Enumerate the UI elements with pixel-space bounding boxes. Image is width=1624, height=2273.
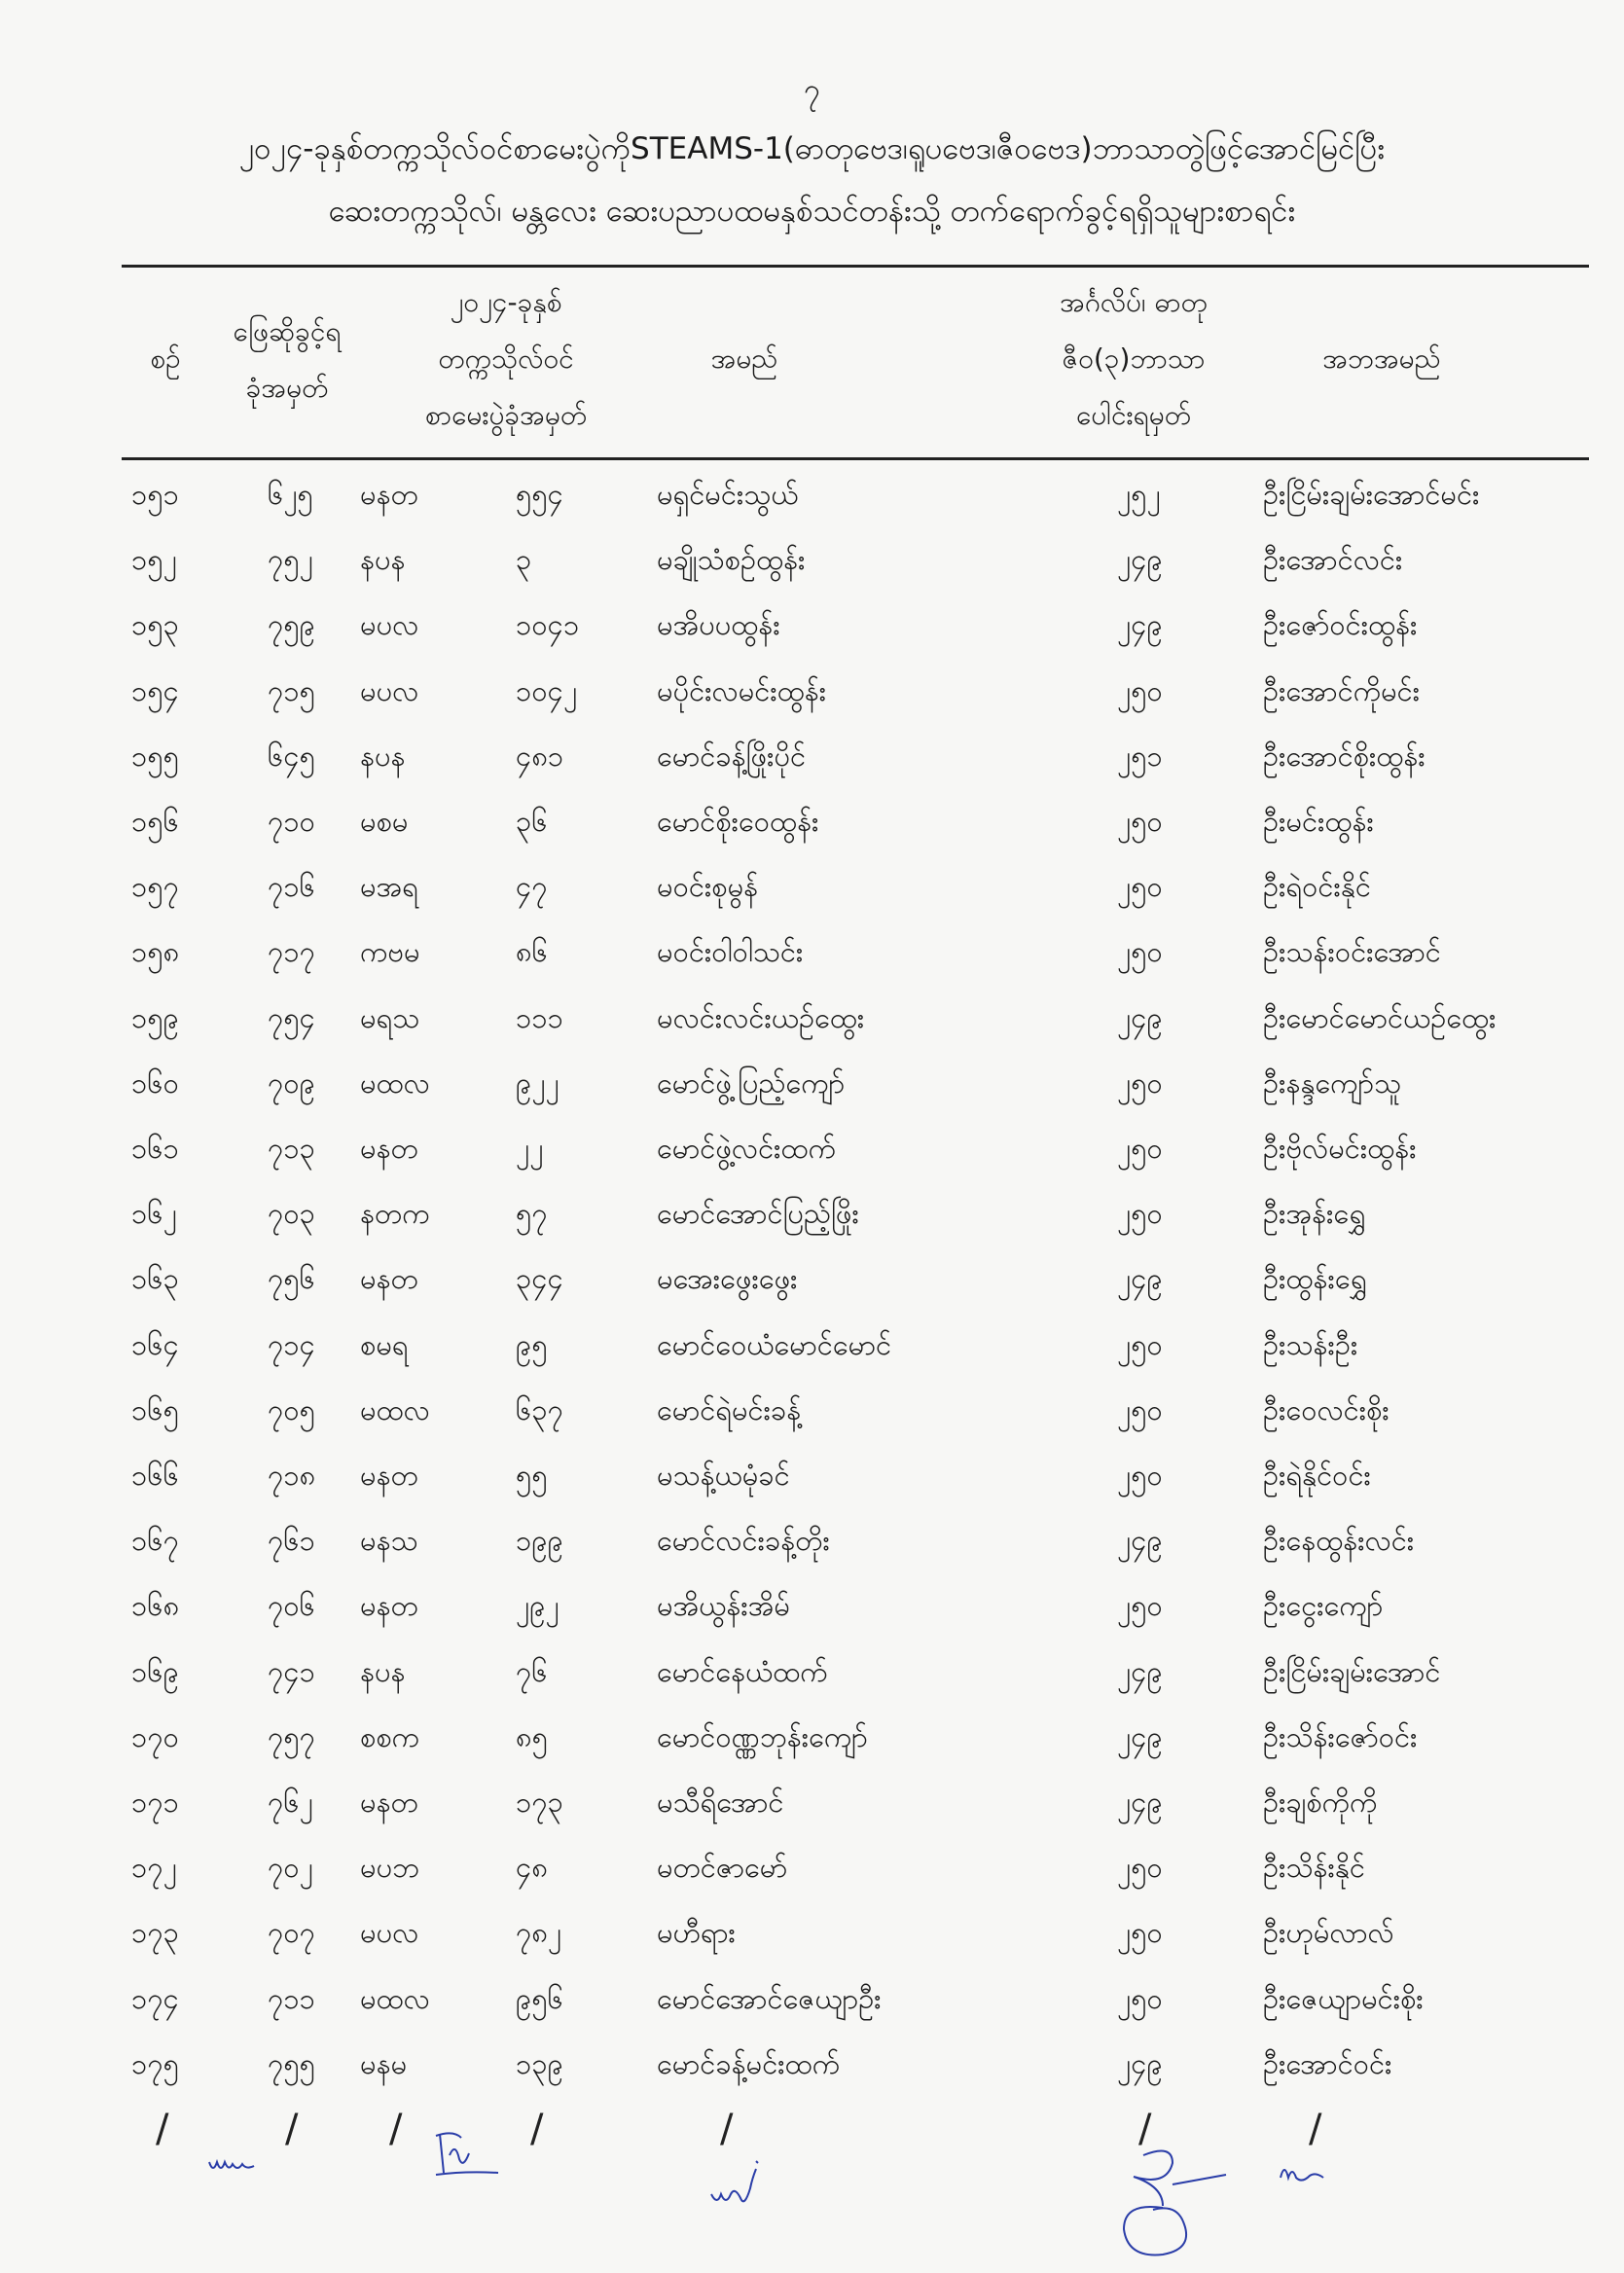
cell-roll: ၇၁၆: [268, 870, 315, 904]
cell-roll: ၇၁၇: [268, 935, 315, 969]
cell-father: ဦးထွန်းရွှေ: [1263, 1262, 1367, 1296]
header-marks-line3: ပေါင်းရမှတ်: [1076, 399, 1191, 431]
table-row: [0, 1184, 1624, 1249]
header-exam: [375, 274, 637, 444]
cell-mark: ၂၅၀: [1117, 673, 1163, 707]
cell-exam: ၄၈: [516, 1851, 548, 1885]
cell-father: ဦးဟုမ်လာလ်: [1263, 1916, 1394, 1950]
cell-father: ဦးမောင်မောင်ယဉ်ထွေး: [1263, 1000, 1497, 1034]
cell-no: ၁၅၉: [131, 1000, 179, 1034]
table-row: [0, 1381, 1624, 1446]
cell-no: ၁၅၄: [131, 673, 179, 707]
signature-slash: /: [720, 2107, 734, 2151]
page-number: ၇: [804, 73, 820, 107]
cell-mark: ၂၅၀: [1117, 870, 1163, 904]
initial-signature-5: [1275, 2158, 1333, 2187]
cell-mark: ၂၄၉: [1117, 1719, 1163, 1753]
cell-code: မပလ: [360, 673, 419, 707]
cell-code: မရသ: [360, 1000, 420, 1034]
cell-code: မထလ: [360, 1065, 430, 1100]
cell-father: ဦးသိန်းနိုင်: [1263, 1851, 1365, 1885]
cell-mark: ၂၄၉: [1117, 1000, 1163, 1034]
table-row: [0, 2035, 1624, 2100]
cell-exam: ၃၆: [516, 805, 548, 838]
table-row: [0, 1054, 1624, 1119]
cell-name: မောင်နေယံထက်: [657, 1654, 828, 1688]
cell-father: ဦးရဲနိုင်ဝင်း: [1263, 1459, 1371, 1492]
table-row: [0, 922, 1624, 988]
cell-father: ဦးငြိမ်းချမ်းအောင်မင်း: [1263, 478, 1480, 511]
header-exam-line3: စာမေးပွဲခုံအမှတ်: [424, 399, 588, 431]
cell-father: ဦးအောင်လင်း: [1263, 543, 1403, 577]
cell-father: ဦးဇေယျာမင်းစိုး: [1263, 1981, 1424, 2015]
cell-roll: ၇၀၂: [268, 1851, 313, 1885]
table-row: [0, 1119, 1624, 1184]
table-row: [0, 1969, 1624, 2035]
cell-name: မောင်ဝေယံမောင်မောင်: [657, 1327, 892, 1361]
cell-father: ဦးချစ်ကိုကို: [1263, 1786, 1378, 1819]
header-name: [681, 331, 808, 387]
cell-exam: ၈၅: [516, 1719, 548, 1753]
cell-father: ဦးဝေလင်းစိုး: [1263, 1392, 1389, 1426]
cell-name: မောင်အောင်ဇေယျာဦး: [657, 1981, 882, 2015]
header-marks-line1: အင်္ဂလိပ်၊ ဓာတု: [1060, 286, 1208, 318]
cell-mark: ၂၅၀: [1117, 1197, 1163, 1231]
cell-code: မနတ: [360, 1589, 418, 1623]
cell-no: ၁၆၈: [131, 1589, 180, 1623]
cell-no: ၁၅၈: [131, 935, 180, 969]
cell-mark: ၂၅၁: [1117, 739, 1163, 773]
cell-father: ဦးသိန်းဇော်ဝင်း: [1263, 1719, 1418, 1753]
signature-slash: /: [285, 2107, 299, 2151]
cell-exam: ၁၀၄၁: [516, 608, 580, 642]
cell-exam: ၁၁၁: [516, 1000, 563, 1034]
cell-code: မစမ: [360, 805, 409, 838]
cell-father: ဦးသန်းဦး: [1263, 1327, 1358, 1361]
cell-mark: ၂၄၉: [1117, 1524, 1163, 1558]
cell-mark: ၂၅၀: [1117, 1392, 1163, 1426]
cell-mark: ၂၅၀: [1117, 805, 1163, 838]
table-row: [0, 1838, 1624, 1903]
cell-exam: ၉၂၂: [516, 1065, 559, 1100]
cell-father: ဦးရဲဝင်းနိုင်: [1263, 870, 1371, 904]
cell-mark: ၂၄၉: [1117, 1262, 1163, 1296]
cell-exam: ၂၉၂: [516, 1589, 559, 1623]
cell-name: မဟီရား: [657, 1916, 736, 1950]
cell-roll: ၇၅၆: [268, 1262, 315, 1296]
cell-name: မောင်လင်းခန့်တိုး: [657, 1524, 830, 1558]
cell-code: မပလ: [360, 1916, 419, 1950]
cell-name: မောင်ရဲမင်းခန့်: [657, 1392, 802, 1426]
signature-slash: /: [530, 2107, 544, 2151]
cell-roll: ၇၅၄: [268, 1000, 315, 1034]
cell-no: ၁၅၆: [131, 805, 179, 838]
cell-no: ၁၆၁: [131, 1132, 179, 1165]
cell-code: စမရ: [360, 1327, 409, 1361]
cell-no: ၁၆၄: [131, 1327, 179, 1361]
initial-signature-3: [705, 2155, 774, 2214]
cell-no: ၁၇၄: [131, 1981, 179, 2015]
cell-father: ဦးနန္ဒကျော်သူ: [1263, 1065, 1402, 1100]
cell-name: မောင်အောင်ပြည့်ဖြိုး: [657, 1197, 859, 1231]
cell-roll: ၇၁၈: [268, 1459, 316, 1492]
cell-mark: ၂၄၉: [1117, 608, 1163, 642]
cell-name: မချိုသံစဉ်ထွန်း: [657, 543, 806, 577]
cell-father: ဦးမင်းထွန်း: [1263, 805, 1374, 838]
cell-exam: ၁၃၉: [516, 2046, 563, 2080]
signature-slash: /: [389, 2107, 403, 2151]
signature-slash: /: [156, 2107, 169, 2151]
cell-name: မအေးဖွေးဖွေး: [657, 1262, 798, 1296]
cell-exam: ၅၇: [516, 1197, 548, 1231]
cell-code: နပန: [360, 543, 406, 577]
cell-father: ဦးသန်းဝင်းအောင်: [1263, 935, 1441, 969]
cell-exam: ၂၂: [516, 1132, 544, 1165]
cell-exam: ၃: [516, 543, 532, 577]
cell-exam: ၁၀၄၂: [516, 673, 578, 707]
header-father-label: အဘအမည်: [1322, 343, 1441, 375]
table-top-rule: [122, 265, 1589, 268]
cell-no: ၁၇၀: [131, 1719, 179, 1753]
cell-father: ဦးအောင်ကိုမင်း: [1263, 673, 1421, 707]
cell-roll: ၇၅၅: [268, 2046, 315, 2080]
table-row: [0, 1249, 1624, 1315]
cell-roll: ၇၅၂: [268, 543, 313, 577]
cell-code: မနမ: [360, 2046, 408, 2080]
cell-name: မအိပပထွန်း: [657, 608, 780, 642]
cell-roll: ၇၁၄: [268, 1327, 315, 1361]
cell-roll: ၇၀၆: [268, 1589, 315, 1623]
cell-no: ၁၅၅: [131, 739, 179, 773]
signature-slash: /: [1138, 2107, 1152, 2151]
table-row: [0, 530, 1624, 595]
cell-roll: ၇၅၉: [268, 608, 315, 642]
signature-slash: /: [1309, 2107, 1322, 2151]
cell-code: မနသ: [360, 1524, 418, 1558]
cell-exam: ၃၄၄: [516, 1262, 563, 1296]
cell-no: ၁၆၉: [131, 1654, 179, 1688]
cell-father: ဦးဗိုလ်မင်းထွန်း: [1263, 1132, 1417, 1165]
table-header-rule: [122, 457, 1589, 460]
cell-no: ၁၆၅: [131, 1392, 179, 1426]
cell-code: မနတ: [360, 1262, 418, 1296]
cell-roll: ၇၄၁: [268, 1654, 315, 1688]
cell-roll: ၆၄၅: [268, 739, 315, 773]
cell-code: မပဘ: [360, 1851, 420, 1885]
cell-father: ဦးနေထွန်းလင်း: [1263, 1524, 1415, 1558]
header-marks: [1012, 274, 1255, 444]
cell-name: မောင်ခန့်မင်းထက်: [657, 2046, 841, 2080]
table-row: [0, 1316, 1624, 1381]
cell-no: ၁၅၃: [131, 608, 179, 642]
cell-name: မဝင်းစုမွန်: [657, 870, 759, 904]
cell-no: ၁၇၅: [131, 2046, 179, 2080]
cell-mark: ၂၅၂: [1117, 478, 1161, 511]
cell-name: မလင်းလင်းယဉ်ထွေး: [657, 1000, 865, 1034]
cell-name: မောင်ဖွဲ့လင်းထက်: [657, 1132, 836, 1165]
initial-signature-2: [428, 2126, 506, 2184]
cell-mark: ၂၄၉: [1117, 1654, 1163, 1688]
cell-mark: ၂၅၀: [1117, 1327, 1163, 1361]
cell-roll: ၇၆၂: [268, 1786, 313, 1819]
cell-exam: ၅၅: [516, 1459, 548, 1492]
cell-father: ဦးငွေးကျော်: [1263, 1589, 1384, 1623]
cell-no: ၁၆၃: [131, 1262, 179, 1296]
table-row: [0, 1708, 1624, 1773]
header-exam-line2: တက္ကသိုလ်ဝင်: [438, 343, 574, 375]
cell-mark: ၂၅၀: [1117, 1981, 1163, 2015]
cell-father: ဦးငြိမ်းချမ်းအောင်: [1263, 1654, 1441, 1688]
table-row: [0, 727, 1624, 792]
document-title-line-2: ဆေးတက္ကသိုလ်၊ မန္တလေး ဆေးပညာပထမနှစ်သင်တန်းသို့ တက်ရောက်ခွင့်ရရှိသူများစာရင်း: [328, 194, 1296, 229]
cell-name: မောင်စိုးဝေထွန်း: [657, 805, 819, 838]
table-row: [0, 989, 1624, 1054]
header-roll-line1: ဖြေဆိုခွင့်ရ: [233, 315, 342, 347]
cell-roll: ၇၀၉: [268, 1065, 315, 1100]
header-name-label: အမည်: [710, 343, 778, 375]
cell-father: ဦးအုန်းရွှေ: [1263, 1197, 1366, 1231]
cell-mark: ၂၅၀: [1117, 1065, 1163, 1100]
cell-name: မဝင်းဝါဝါသင်း: [657, 935, 804, 969]
cell-code: မနတ: [360, 1786, 418, 1819]
header-serial-label: စဉ်: [150, 343, 181, 375]
header-serial: [136, 331, 195, 387]
cell-mark: ၂၅၀: [1117, 1459, 1163, 1492]
cell-exam: ၆၃၇: [516, 1392, 563, 1426]
document-title-line-1: ၂၀၂၄-ခုနှစ်တက္ကသိုလ်ဝင်စာမေးပွဲကိုSTEAMS-1(ဓာတုဗေဒ၊ရူပဗေဒ၊ဇီဝဗေဒ)ဘာသာတွဲဖြင့်အောင်မြင်ပြီး: [238, 131, 1386, 166]
initial-signature-1: [204, 2150, 263, 2180]
cell-father: ဦးအောင်ဝင်း: [1263, 2046, 1392, 2080]
cell-mark: ၂၄၉: [1117, 2046, 1163, 2080]
cell-name: မသီရိအောင်: [657, 1786, 784, 1819]
cell-code: မထလ: [360, 1981, 430, 2015]
header-roll-line2: ခုံအမှတ်: [245, 372, 329, 404]
cell-roll: ၇၀၃: [268, 1197, 315, 1231]
table-row: [0, 1903, 1624, 1968]
cell-mark: ၂၅၀: [1117, 935, 1163, 969]
cell-code: စစက: [360, 1719, 420, 1753]
cell-code: မအရ: [360, 870, 418, 904]
cell-roll: ၆၂၅: [268, 478, 313, 511]
header-roll: [214, 304, 360, 416]
cell-exam: ၄၇: [516, 870, 548, 904]
table-row: [0, 1446, 1624, 1511]
table-row: [0, 465, 1624, 530]
cell-no: ၁၅၂: [131, 543, 177, 577]
cell-name: မပိုင်းလမင်းထွန်း: [657, 673, 827, 707]
cell-name: မောင်ဝဏ္ဏဘုန်းကျော်: [657, 1719, 868, 1753]
cell-code: မနတ: [360, 478, 418, 511]
cell-roll: ၇၆၁: [268, 1524, 315, 1558]
cell-father: ဦးဇော်ဝင်းထွန်း: [1263, 608, 1418, 642]
cell-name: မသန့်ယမုံခင်: [657, 1459, 790, 1492]
cell-mark: ၂၅၀: [1117, 1916, 1163, 1950]
cell-name: မအိယွန်းအိမ်: [657, 1589, 790, 1623]
cell-name: မောင်ဖွဲ့ပြည့်ကျော်: [657, 1065, 846, 1100]
cell-exam: ၇၆: [516, 1654, 548, 1688]
header-exam-line1: ၂၀၂၄-ခုနှစ်: [450, 286, 562, 318]
table-row: [0, 1773, 1624, 1838]
header-marks-line2: ဇီဝ(၃)ဘာသာ: [1062, 343, 1206, 375]
cell-name: မောင်ခန့်ဖြိုးပိုင်: [657, 739, 807, 773]
cell-roll: ၇၁၅: [268, 673, 315, 707]
cell-no: ၁၆၂: [131, 1197, 177, 1231]
cell-roll: ၇၁၃: [268, 1132, 315, 1165]
cell-code: မနတ: [360, 1132, 418, 1165]
cell-no: ၁၅၇: [131, 870, 179, 904]
table-row: [0, 857, 1624, 922]
cell-exam: ၉၅: [516, 1327, 548, 1361]
cell-code: နတက: [360, 1197, 430, 1231]
cell-roll: ၇၅၇: [268, 1719, 315, 1753]
cell-mark: ၂၄၉: [1117, 543, 1163, 577]
cell-roll: ၇၁၀: [268, 805, 315, 838]
cell-mark: ၂၅၀: [1117, 1132, 1163, 1165]
cell-name: မတင်ဇာမော်: [657, 1851, 788, 1885]
cell-roll: ၇၁၁: [268, 1981, 315, 2015]
cell-no: ၁၇၃: [131, 1916, 179, 1950]
cell-no: ၁၆၇: [131, 1524, 179, 1558]
cell-code: နပန: [360, 1654, 406, 1688]
cell-exam: ၁၇၃: [516, 1786, 563, 1819]
table-row: [0, 1642, 1624, 1708]
cell-code: နပန: [360, 739, 406, 773]
cell-exam: ၅၅၄: [516, 478, 563, 511]
cell-roll: ၇၀၇: [268, 1916, 315, 1950]
cell-exam: ၈၆: [516, 935, 548, 969]
cell-no: ၁၆၆: [131, 1459, 179, 1492]
cell-no: ၁၇၁: [131, 1786, 179, 1819]
cell-no: ၁၅၁: [131, 478, 179, 511]
table-row: [0, 1511, 1624, 1576]
cell-code: မပလ: [360, 608, 419, 642]
cell-exam: ၇၈၂: [516, 1916, 562, 1950]
cell-exam: ၄၈၁: [516, 739, 564, 773]
cell-mark: ၂၄၉: [1117, 1786, 1163, 1819]
cell-exam: ၁၉၉: [516, 1524, 563, 1558]
cell-name: မရှင်မင်းသွယ်: [657, 478, 799, 511]
header-father-name: [1284, 331, 1479, 387]
cell-father: ဦးအောင်စိုးထွန်း: [1263, 739, 1426, 773]
cell-code: ကဗမ: [360, 935, 420, 969]
table-row: [0, 595, 1624, 661]
table-row: [0, 792, 1624, 857]
cell-code: မနတ: [360, 1459, 418, 1492]
cell-roll: ၇၀၅: [268, 1392, 315, 1426]
cell-no: ၁၆၀: [131, 1065, 179, 1100]
cell-mark: ၂၅၀: [1117, 1589, 1163, 1623]
cell-no: ၁၇၂: [131, 1851, 177, 1885]
table-row: [0, 1576, 1624, 1642]
initial-signature-4: [1104, 2126, 1231, 2262]
cell-code: မထလ: [360, 1392, 430, 1426]
table-row: [0, 662, 1624, 727]
cell-mark: ၂၅၀: [1117, 1851, 1163, 1885]
cell-exam: ၉၅၆: [516, 1981, 563, 2015]
